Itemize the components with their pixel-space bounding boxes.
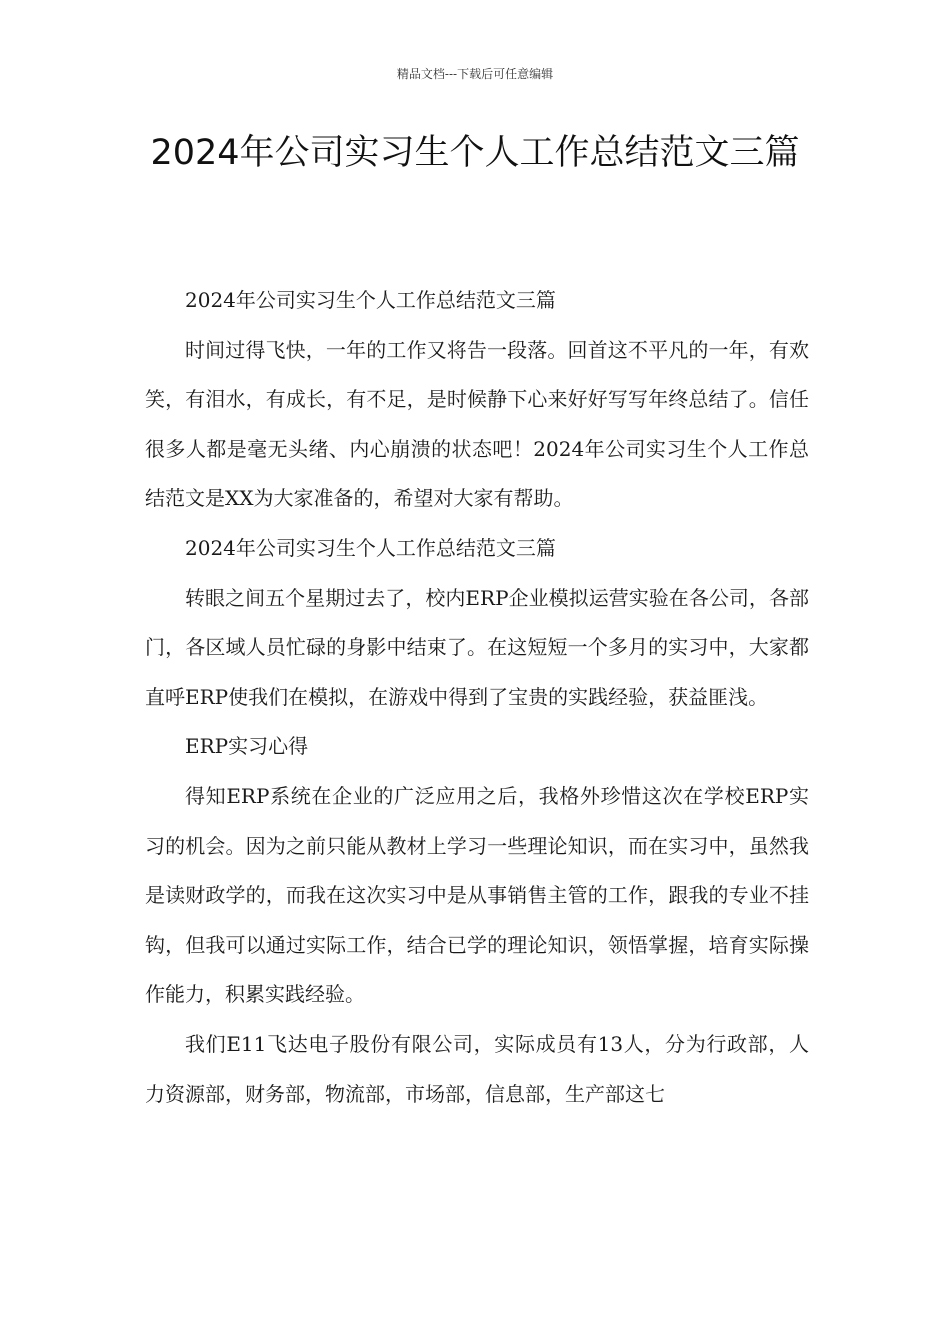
paragraph-intro: 时间过得飞快，一年的工作又将告一段落。回首这不平凡的一年，有欢笑，有泪水，有成长，有不足，是时候静下心来好好写写年终总结了。信任很多人都是毫无头绪、内心崩溃的状态吧！2024年公司实习生个人工作总结范文是XX为大家准备的，希望对大家有帮助。 bbox=[145, 337, 809, 511]
paragraph-erp-heading: ERP实习心得 bbox=[185, 734, 309, 759]
paragraph-erp-experience: 得知ERP系统在企业的广泛应用之后，我格外珍惜这次在学校ERP实习的机会。因为之前只能从教材上学习一些理论知识，而在实习中，虽然我是读财政学的，而我在这次实习中是从事销售主管的工作，跟我的专业不挂钩，但我可以通过实际工作，结合已学的理论知识，领悟掌握，培育实际操作能力，积累实践经验。 bbox=[145, 783, 809, 1007]
paragraph-subtitle: 2024年公司实习生个人工作总结范文三篇 bbox=[185, 288, 556, 312]
document-title: 2024年公司实习生个人工作总结范文三篇 bbox=[150, 133, 800, 173]
paragraph-erp-summary: 转眼之间五个星期过去了，校内ERP企业模拟运营实验在各公司，各部门，各区域人员忙碌的身影中结束了。在这短短一个多月的实习中，大家都直呼ERP使我们在模拟，在游戏中得到了宝贵的实践经验，获益匪浅。 bbox=[145, 585, 809, 709]
paragraph-section-title: 2024年公司实习生个人工作总结范文三篇 bbox=[185, 535, 556, 560]
paragraph-company-structure: 我们E11飞达电子股份有限公司，实际成员有13人，分为行政部，人力资源部，财务部，物流部，市场部，信息部，生产部这七 bbox=[145, 1031, 809, 1106]
page-header: 精品文档---下载后可任意编辑 bbox=[396, 67, 554, 81]
document-body bbox=[145, 276, 809, 1119]
